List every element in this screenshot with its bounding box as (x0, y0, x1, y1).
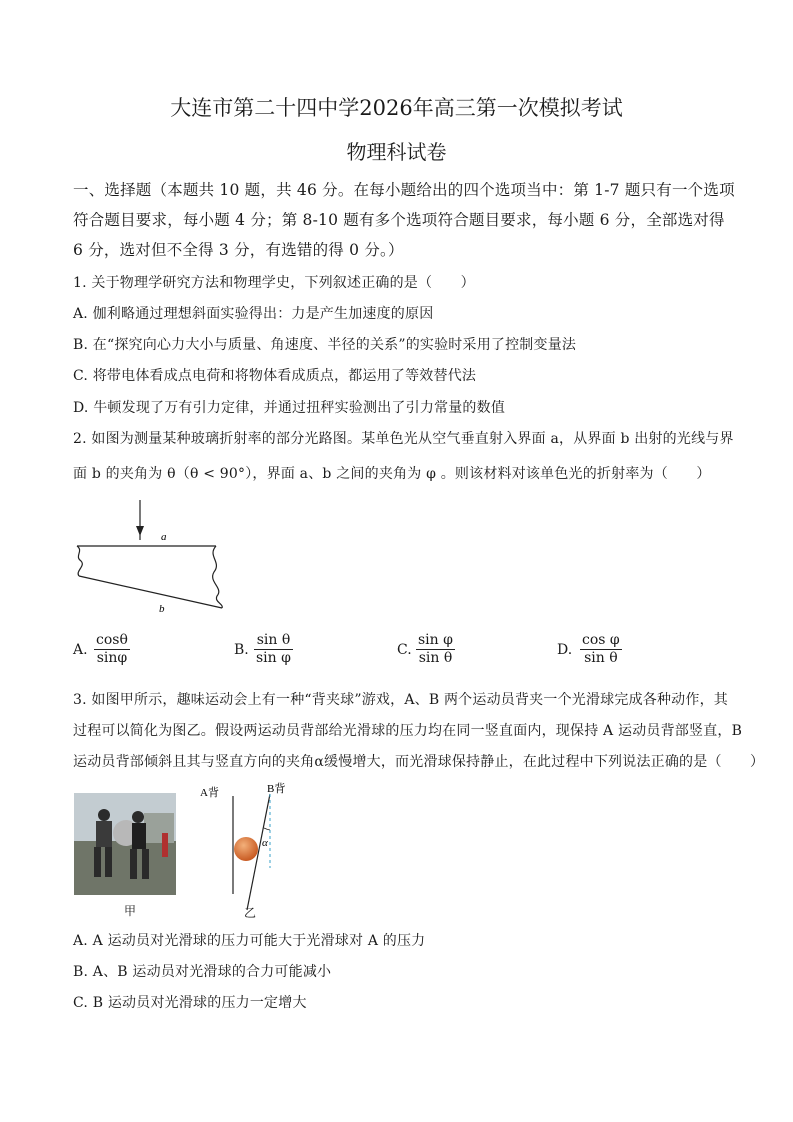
ball-diagram (196, 782, 296, 914)
q2-option-b-fraction (254, 632, 293, 667)
section-line-2: 符合题目要求，每小题 4 分；第 8-10 题有多个选项符合题目要求，每小题 6 分，全部选对得 (73, 211, 725, 229)
q1-option-d: D. 牛顿发现了万有引力定律，并通过扭秤实验测出了引力常量的数值 (73, 400, 506, 416)
q1-option-a: A. 伽利略通过理想斜面实验得出：力是产生加速度的原因 (73, 306, 434, 322)
q2-stem-line-1: 2. 如图为测量某种玻璃折射率的部分光路图。某单色光从空气垂直射入界面 a，从界面 b 出射的光线与界 (73, 431, 734, 447)
q1-stem: 1. 关于物理学研究方法和物理学史，下列叙述正确的是（ ） (73, 275, 475, 291)
section-line-3: 6 分，选对但不全得 3 分，有选错的得 0 分。） (73, 241, 404, 259)
diagram-caption: 乙 (244, 906, 257, 920)
label-b-back: B背 (267, 783, 286, 795)
q3-stem-line-1: 3. 如图甲所示，趣味运动会上有一种“背夹球”游戏，A、B 两个运动员背夹一个光滑球完成各种动作，其 (73, 692, 728, 708)
q2-option-a-den: sinφ (96, 650, 128, 666)
q2-option-b-den: sin φ (256, 650, 291, 666)
athletes-photo-illustration (74, 793, 176, 895)
q2-option-a-num: cosθ (96, 632, 128, 648)
q2-option-d-den: sin θ (584, 650, 618, 666)
q2-option-c-fraction (416, 632, 455, 667)
exam-subtitle: 物理科试卷 (346, 140, 447, 164)
q2-option-c-num: sin φ (418, 632, 453, 648)
q3-stem-line-2: 过程可以简化为图乙。假设两运动员背部给光滑球的压力均在同一竖直面内，现保持 A 运动员背部竖直，B (73, 723, 743, 739)
smooth-ball (234, 837, 258, 861)
q1-option-b: B. 在“探究向心力大小与质量、角速度、半径的关系”的实验时采用了控制变量法 (73, 337, 577, 353)
exam-title: 大连市第二十四中学2026年高三第一次模拟考试 (170, 96, 623, 120)
q3-option-c: C. B 运动员对光滑球的压力一定增大 (73, 995, 307, 1011)
label-b: b (159, 603, 165, 614)
q2-option-a-fraction (94, 632, 130, 667)
q2-option-d-fraction (580, 632, 622, 667)
q2-option-a-letter: A. (73, 642, 88, 658)
game-photo (74, 793, 176, 895)
q2-option-d-num: cos φ (582, 632, 620, 648)
q3-stem-line-3: 运动员背部倾斜且其与竖直方向的夹角α缓慢增大，而光滑球保持静止，在此过程中下列说法正确的是（ ） (73, 754, 765, 770)
q2-option-c-den: sin θ (418, 650, 453, 666)
section-line-1: 一、选择题（本题共 10 题，共 46 分。在每小题给出的四个选项当中：第 1-7 题只有一个选项 (73, 181, 735, 199)
q3-option-b: B. A、B 运动员对光滑球的合力可能减小 (73, 964, 332, 980)
label-alpha: α (262, 837, 268, 849)
q2-option-b-num: sin θ (254, 632, 293, 650)
q2-option-c-letter: C. (397, 642, 412, 658)
q2-option-b-letter: B. (234, 642, 249, 658)
q2-stem-line-2: 面 b 的夹角为 θ（θ < 90°），界面 a、b 之间的夹角为 φ 。则该材料对该单色光的折射率为（ ） (73, 466, 711, 482)
q1-option-c: C. 将带电体看成点电荷和将物体看成质点，都运用了等效替代法 (73, 368, 477, 384)
q3-option-a: A. A 运动员对光滑球的压力可能大于光滑球对 A 的压力 (73, 933, 426, 949)
photo-caption: 甲 (124, 904, 137, 918)
q2-option-d-letter: D. (557, 642, 573, 658)
label-a-back: A背 (200, 787, 219, 799)
label-a: a (161, 531, 167, 543)
glass-block-figure (72, 496, 232, 614)
